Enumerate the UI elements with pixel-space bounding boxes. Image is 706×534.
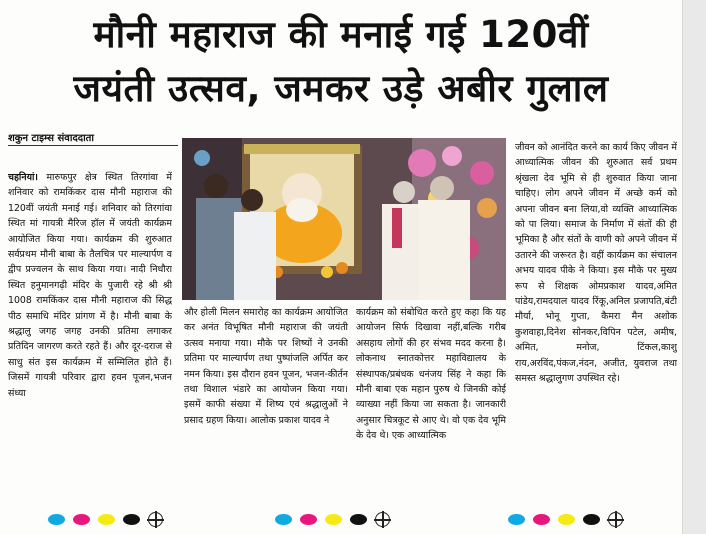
registration-marks-2 <box>275 512 390 527</box>
column-2-text: और होली मिलन समारोह का कार्यक्रम आयोजित कर अनंत विभूषित मौनी महाराज की जयंती उत्सव मनाया गया। मौके पर शिष्यों ने उनकी प्रतिमा पर माल्यार्पण तथा पुष्पांजलि अर्पित कर नमन किया। इस दौरान हवन पूजन, भजन-कीर्तन तथा विशाल भंडारे का आयोजन किया गया। इसमें काफी संख्या में शिष्य एवं श्रद्धालुओं ने प्रसाद ग्रहण किया। आलोक प्रकाश यादव ने <box>184 307 348 426</box>
dateline: चहनियां। <box>8 172 38 183</box>
adjacent-page-edge <box>682 0 706 534</box>
article-column-1 <box>8 170 172 500</box>
cyan-dot <box>48 514 65 525</box>
yellow-dot <box>325 514 342 525</box>
column-1-text: मारुफपुर क्षेत्र स्थित तिरगांवा में शनिवार को रामकिंकर दास मौनी महाराज की 120वीं जयंती मनाई गई। शनिवार को तिरगांवा स्थित मां गायत्री मैरिज हॉल में जयंती कार्यक्रम आयोजित किया गया। कार्यक्रम की शुरुआत सर्वप्रथम मौनी बाबा के तैलचित्र पर माल्यार्पण व द्वीप प्रज्वलन के साथ किया गया। नादी निधौरा स्थित हनुमानगढ़ी मंदिर के पुजारी रहे श्री श्री 1008 रामकिंकर दास मौनी महाराज की सिद्ध पीठ समाधि मंदिर प्रांगण में है। मौनी बाबा के श्रद्धालु जगह जगह उनकी प्रतिमा लगाकर प्रतिदिन जागरण करते रहते हैं। और दूर-दराज से साधु संत इस कार्यक्रम में सम्मिलित होते हैं। जिसमें गायत्री परिवार द्वारा हवन पूजन,भजन संध्या <box>8 172 172 399</box>
magenta-dot <box>533 514 550 525</box>
byline-rule <box>8 145 178 146</box>
column-3-text: कार्यक्रम को संबोधित करते हुए कहा कि यह आयोजन सिर्फ दिखावा नहीं,बल्कि गरीब असहाय लोगों की हर संभव मदद करना है। लोकनाथ स्नातकोत्तर महाविद्यालय के संस्थापक/प्रबंधक धनंजय सिंह ने कहा कि मौनी बाबा एक महान पुरुष थे जिनकी कोई व्याख्या नहीं किया जा सकता है। जानकारी अनुसार चित्रकूट से आए थे। वो एक देव भूमि के देव थे। एक आध्यात्मिक <box>356 307 506 442</box>
article-column-3 <box>356 305 506 500</box>
cyan-dot <box>508 514 525 525</box>
registration-marks-3 <box>508 512 623 527</box>
article-column-2 <box>184 305 348 500</box>
magenta-dot <box>73 514 90 525</box>
black-dot <box>583 514 600 525</box>
crosshair-icon <box>375 512 390 527</box>
black-dot <box>350 514 367 525</box>
black-dot <box>123 514 140 525</box>
event-photo <box>182 138 506 300</box>
yellow-dot <box>558 514 575 525</box>
yellow-dot <box>98 514 115 525</box>
registration-marks-1 <box>48 512 163 527</box>
article-column-4 <box>515 140 677 500</box>
headline-line-2: जयंती उत्सव, जमकर उड़े अबीर गुलाल <box>73 67 609 110</box>
headline-line-1: मौनी महाराज की मनाई गई 120वीं <box>93 13 589 56</box>
event-photo-illustration <box>182 138 506 300</box>
magenta-dot <box>300 514 317 525</box>
column-4-text: जीवन को आनंदित करने का कार्य किए जीवन में आध्यात्मिक जीवन की शुरुआत सर्व प्रथम श्रृंखला देव भूमि से ही शुरुवात किया जाना चाहिए। लोग अपने जीवन में अच्छे कर्म को अपना जीवन बना लिया,वो व्यक्ति आध्यात्मिक को पा लिया। समाज के निर्माण में संतों की ही भूमिका है और संतों के वाणी को अपने जीवन में उतारने की जरूरत है। वहीं कार्यक्रम का संचालन अभय यादव पीके ने किया। इस मौके पर मुख्य रूप से शिक्षक ओमप्रकाश यादव,अमित पांडेय,रामदयाल यादव रिंकू,अनिल प्रजापति,बंटी मौर्या, भोनू गुप्ता, कैमरा मैन अशोक कुशवाहा,दिनेश सोनकर,विपिन पटेल, अमीष, अमित, मनोज, टिंकल,काशु राय,अरविंद,पंकज,नंदन, अजीत, युवराज तथा समस्त श्रद्धालुगण उपस्थित रहे। <box>515 142 677 385</box>
cyan-dot <box>275 514 292 525</box>
crosshair-icon <box>148 512 163 527</box>
crosshair-icon <box>608 512 623 527</box>
byline: शकुन टाइम्स संवाददाता <box>8 133 94 144</box>
